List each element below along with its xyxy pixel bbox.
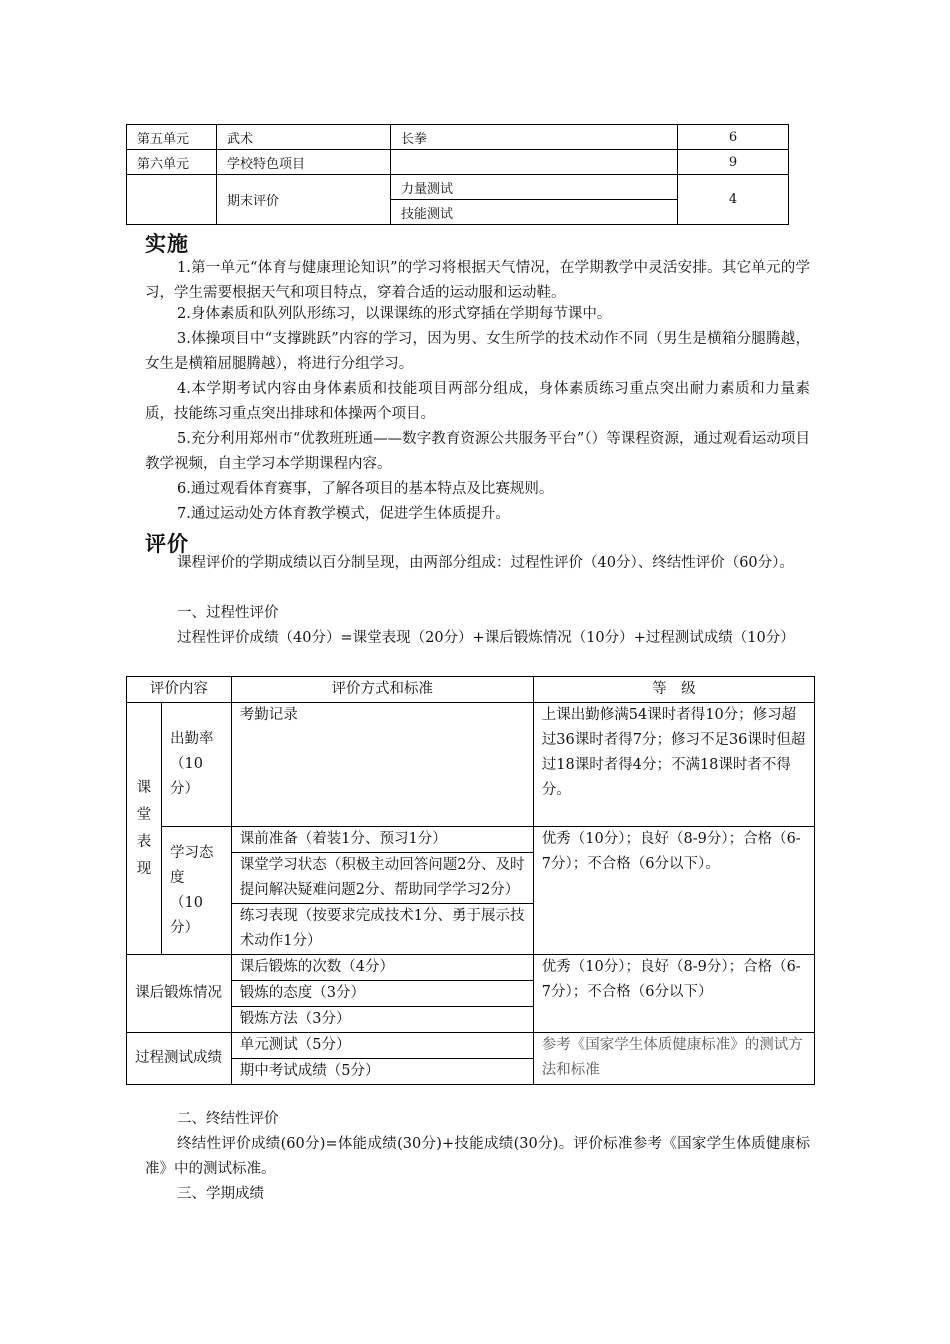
attitude-method-cell: 练习表现（按要求完成技术1分、勇于展示技术动作1分） (231, 904, 533, 955)
table-row (127, 125, 789, 150)
hours-cell: 6 (678, 125, 789, 150)
implementation-paragraph: 6.通过观看体育赛事，了解各项目的基本特点及比赛规则。 (177, 481, 554, 497)
implementation-paragraph: 5.充分利用郑州市“优教班班通——数字教育资源公共服务平台”（）等课程资源，通过观看运动项目教学视频，自主学习本学期课程内容。 (145, 431, 810, 472)
hours-cell: 9 (678, 150, 789, 175)
content-cell (391, 150, 678, 175)
class-performance-label (127, 775, 161, 883)
exercise-grade-cell: 优秀（10分）；良好（8-9分）；合格（6-7分）；不合格（6分以下） (533, 955, 814, 1033)
final-eval-text: 终结性评价成绩(60分)=体能成绩(30分)+技能成绩(30分)。评价标准参考《国家学生体质健康标准》中的测试标准。 (145, 1136, 810, 1177)
attitude-method-cell: 课堂学习状态（积极主动回答问题2分、及时提问解决疑难问题2分、帮助同学学习2分） (231, 853, 533, 904)
evaluation-table (126, 676, 815, 1085)
item-cell: 武术 (217, 125, 391, 150)
attendance-points: （10分） (170, 756, 203, 797)
table-row (127, 1033, 815, 1059)
implementation-paragraph: 7.通过运动处方体育教学模式，促进学生体质提升。 (177, 506, 510, 522)
content-cell: 长拳 (391, 125, 678, 150)
attitude-grade-cell: 优秀（10分）；良好（8-9分）；合格（6-7分）；不合格（6分以下）。 (533, 827, 814, 955)
table-row (127, 955, 815, 981)
attendance-label-cell (162, 703, 232, 827)
unit-cell: 第六单元 (127, 150, 217, 175)
table-row (127, 150, 789, 175)
header-cell: 等 级 (533, 677, 814, 703)
attitude-method-cell: 课前准备（着装1分、预习1分） (231, 827, 533, 853)
exercise-method-cell: 锻炼方法（3分） (231, 1007, 533, 1033)
implementation-heading: 实施 (145, 232, 189, 256)
attendance-label: 出勤率 (170, 731, 214, 747)
item-cell: 期末评价 (217, 175, 391, 225)
class-performance-cell (127, 703, 162, 955)
implementation-paragraph: 1.第一单元“体育与健康理论知识”的学习将根据天气情况，在学期教学中灵活安排。其它单元的学习，学生需要根据天气和项目特点，穿着合适的运动服和运动鞋。 (145, 260, 810, 301)
item-cell: 学校特色项目 (217, 150, 391, 175)
test-label-cell: 过程测试成绩 (127, 1033, 232, 1085)
class-performance-char: 堂 (136, 806, 152, 823)
section-title: 二、终结性评价 (177, 1111, 279, 1127)
unit-cell: 第五单元 (127, 125, 217, 150)
table-row (127, 175, 789, 200)
attitude-points: （10分） (170, 894, 203, 936)
table-row (127, 827, 815, 853)
attendance-grade-cell: 上课出勤修满54课时者得10分；修习超过36课时者得7分；修习不足36课时但超过18课时者得4分；不满18课时者不得分。 (533, 703, 814, 827)
implementation-paragraph: 2.身体素质和队列队形练习，以课课练的形式穿插在学期每节课中。 (177, 306, 612, 322)
hours-cell: 4 (678, 175, 789, 225)
header-cell: 评价方式和标准 (231, 677, 533, 703)
class-performance-char: 课 (136, 779, 152, 796)
content-cell: 技能测试 (391, 200, 678, 225)
class-performance-char: 表 (136, 833, 152, 850)
process-formula: 过程性评价成绩（40分）=课堂表现（20分）+课后锻炼情况（10分）+过程测试成绩（10分） (177, 630, 795, 646)
section-title: 三、学期成绩 (177, 1186, 264, 1202)
table-header-row (127, 677, 815, 703)
units-table (126, 124, 789, 225)
attendance-method-cell: 考勤记录 (231, 703, 533, 827)
test-grade-cell: 参考《国家学生体质健康标准》的测试方法和标准 (533, 1033, 814, 1085)
table-row (127, 703, 815, 827)
section-title: 一、过程性评价 (177, 605, 279, 621)
unit-cell (127, 175, 217, 225)
attitude-label: 学习态度 (170, 844, 214, 886)
exercise-label-cell: 课后锻炼情况 (127, 955, 232, 1033)
attitude-label-cell (162, 827, 232, 955)
implementation-paragraph: 4.本学期考试内容由身体素质和技能项目两部分组成，身体素质练习重点突出耐力素质和力量素质，技能练习重点突出排球和体操两个项目。 (145, 381, 810, 422)
exercise-method-cell: 课后锻炼的次数（4分） (231, 955, 533, 981)
test-method-cell: 单元测试（5分） (231, 1033, 533, 1059)
class-performance-char: 现 (136, 860, 152, 877)
header-cell: 评价内容 (127, 677, 232, 703)
content-cell: 力量测试 (391, 175, 678, 200)
test-method-cell: 期中考试成绩（5分） (231, 1059, 533, 1085)
implementation-paragraph: 3.体操项目中“支撑跳跃”内容的学习，因为男、女生所学的技术动作不同（男生是横箱分腿腾越，女生是横箱屈腿腾越），将进行分组学习。 (145, 331, 810, 372)
evaluation-intro: 课程评价的学期成绩以百分制呈现，由两部分组成：过程性评价（40分）、终结性评价（60分）。 (177, 555, 794, 571)
evaluation-heading: 评价 (145, 532, 189, 556)
exercise-method-cell: 锻炼的态度（3分） (231, 981, 533, 1007)
